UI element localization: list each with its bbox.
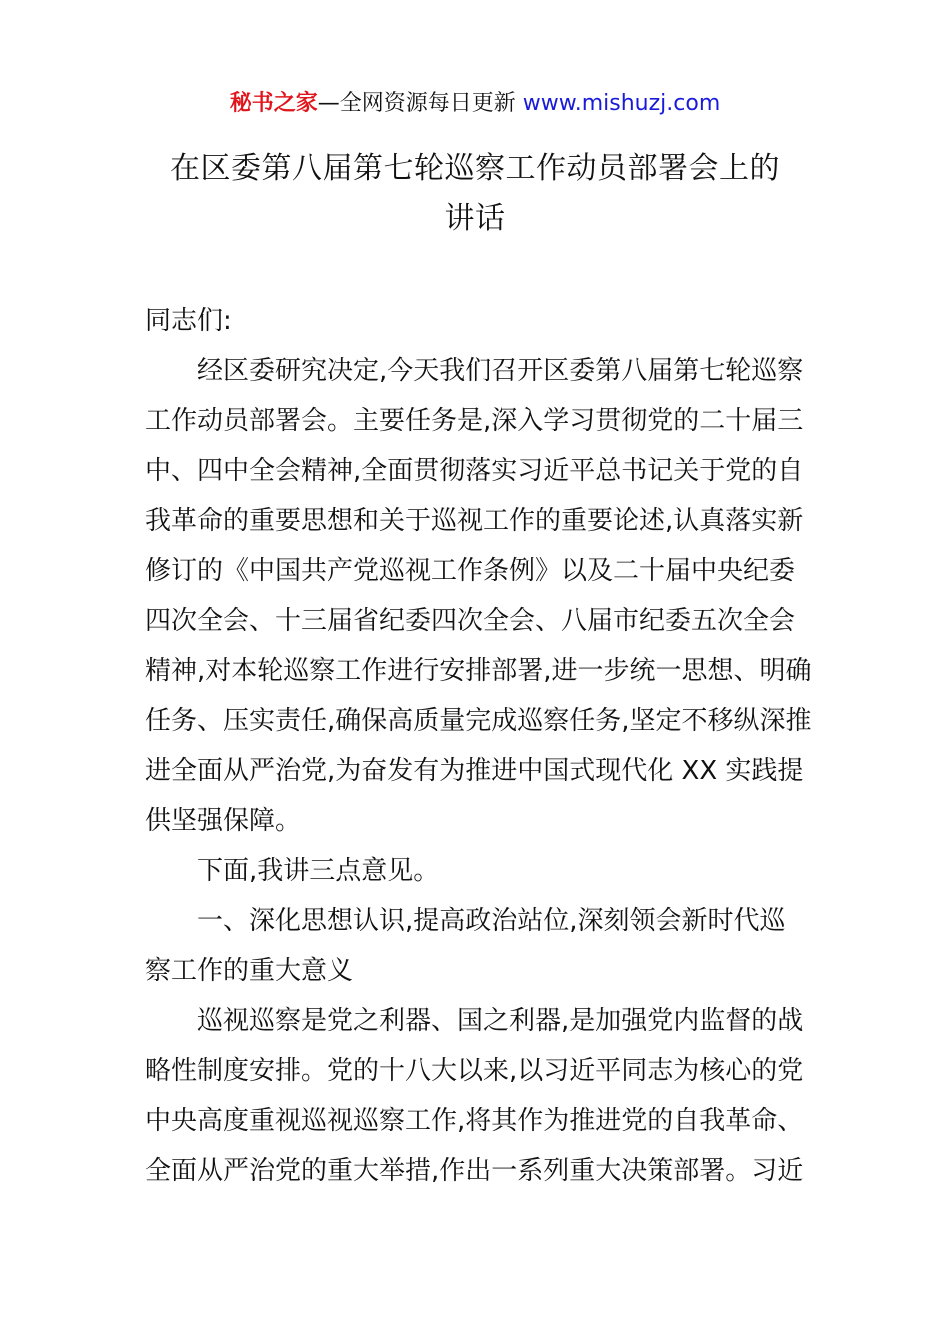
body-line: 中、四中全会精神,全面贯彻落实习近平总书记关于党的自: [145, 456, 804, 486]
body-line: 经区委研究决定,今天我们召开区委第八届第七轮巡察: [197, 356, 804, 386]
body-line: 修订的《中国共产党巡视工作条例》以及二十届中央纪委: [145, 556, 796, 586]
body-line: 进全面从严治党,为奋发有为推进中国式现代化 XX 实践提: [145, 756, 804, 786]
section-heading-line: 一、深化思想认识,提高政治站位,深刻领会新时代巡: [197, 906, 786, 936]
document-title: [100, 144, 850, 244]
body-line: 略性制度安排。党的十八大以来,以习近平同志为核心的党: [145, 1056, 804, 1086]
site-header: [0, 88, 950, 120]
body-line: 任务、压实责任,确保高质量完成巡察任务,坚定不移纵深推: [145, 706, 812, 736]
body-line: 供坚强保障。: [145, 806, 302, 836]
brand-name: 秘书之家: [229, 91, 318, 116]
title-line-2: 讲话: [444, 201, 506, 236]
site-url-link[interactable]: www.mishuzj.com: [522, 91, 721, 116]
title-line-1: 在区委第八届第七轮巡察工作动员部署会上的: [170, 151, 780, 186]
body-line: 工作动员部署会。主要任务是,深入学习贯彻党的二十届三: [145, 406, 804, 436]
body-line: 全面从严治党的重大举措,作出一系列重大决策部署。习近: [145, 1156, 804, 1186]
body-line: 下面,我讲三点意见。: [197, 856, 440, 886]
document-body: [145, 296, 810, 1196]
salutation: 同志们:: [145, 306, 232, 336]
body-line: 中央高度重视巡视巡察工作,将其作为推进党的自我革命、: [145, 1106, 804, 1136]
section-heading-line: 察工作的重大意义: [145, 956, 354, 986]
header-tagline: —全网资源每日更新: [317, 91, 516, 116]
body-line: 巡视巡察是党之利器、国之利器,是加强党内监督的战: [197, 1006, 804, 1036]
body-line: 精神,对本轮巡察工作进行安排部署,进一步统一思想、明确: [145, 656, 812, 686]
body-line: 我革命的重要思想和关于巡视工作的重要论述,认真落实新: [145, 506, 804, 536]
body-line: 四次全会、十三届省纪委四次全会、八届市纪委五次全会: [145, 606, 796, 636]
